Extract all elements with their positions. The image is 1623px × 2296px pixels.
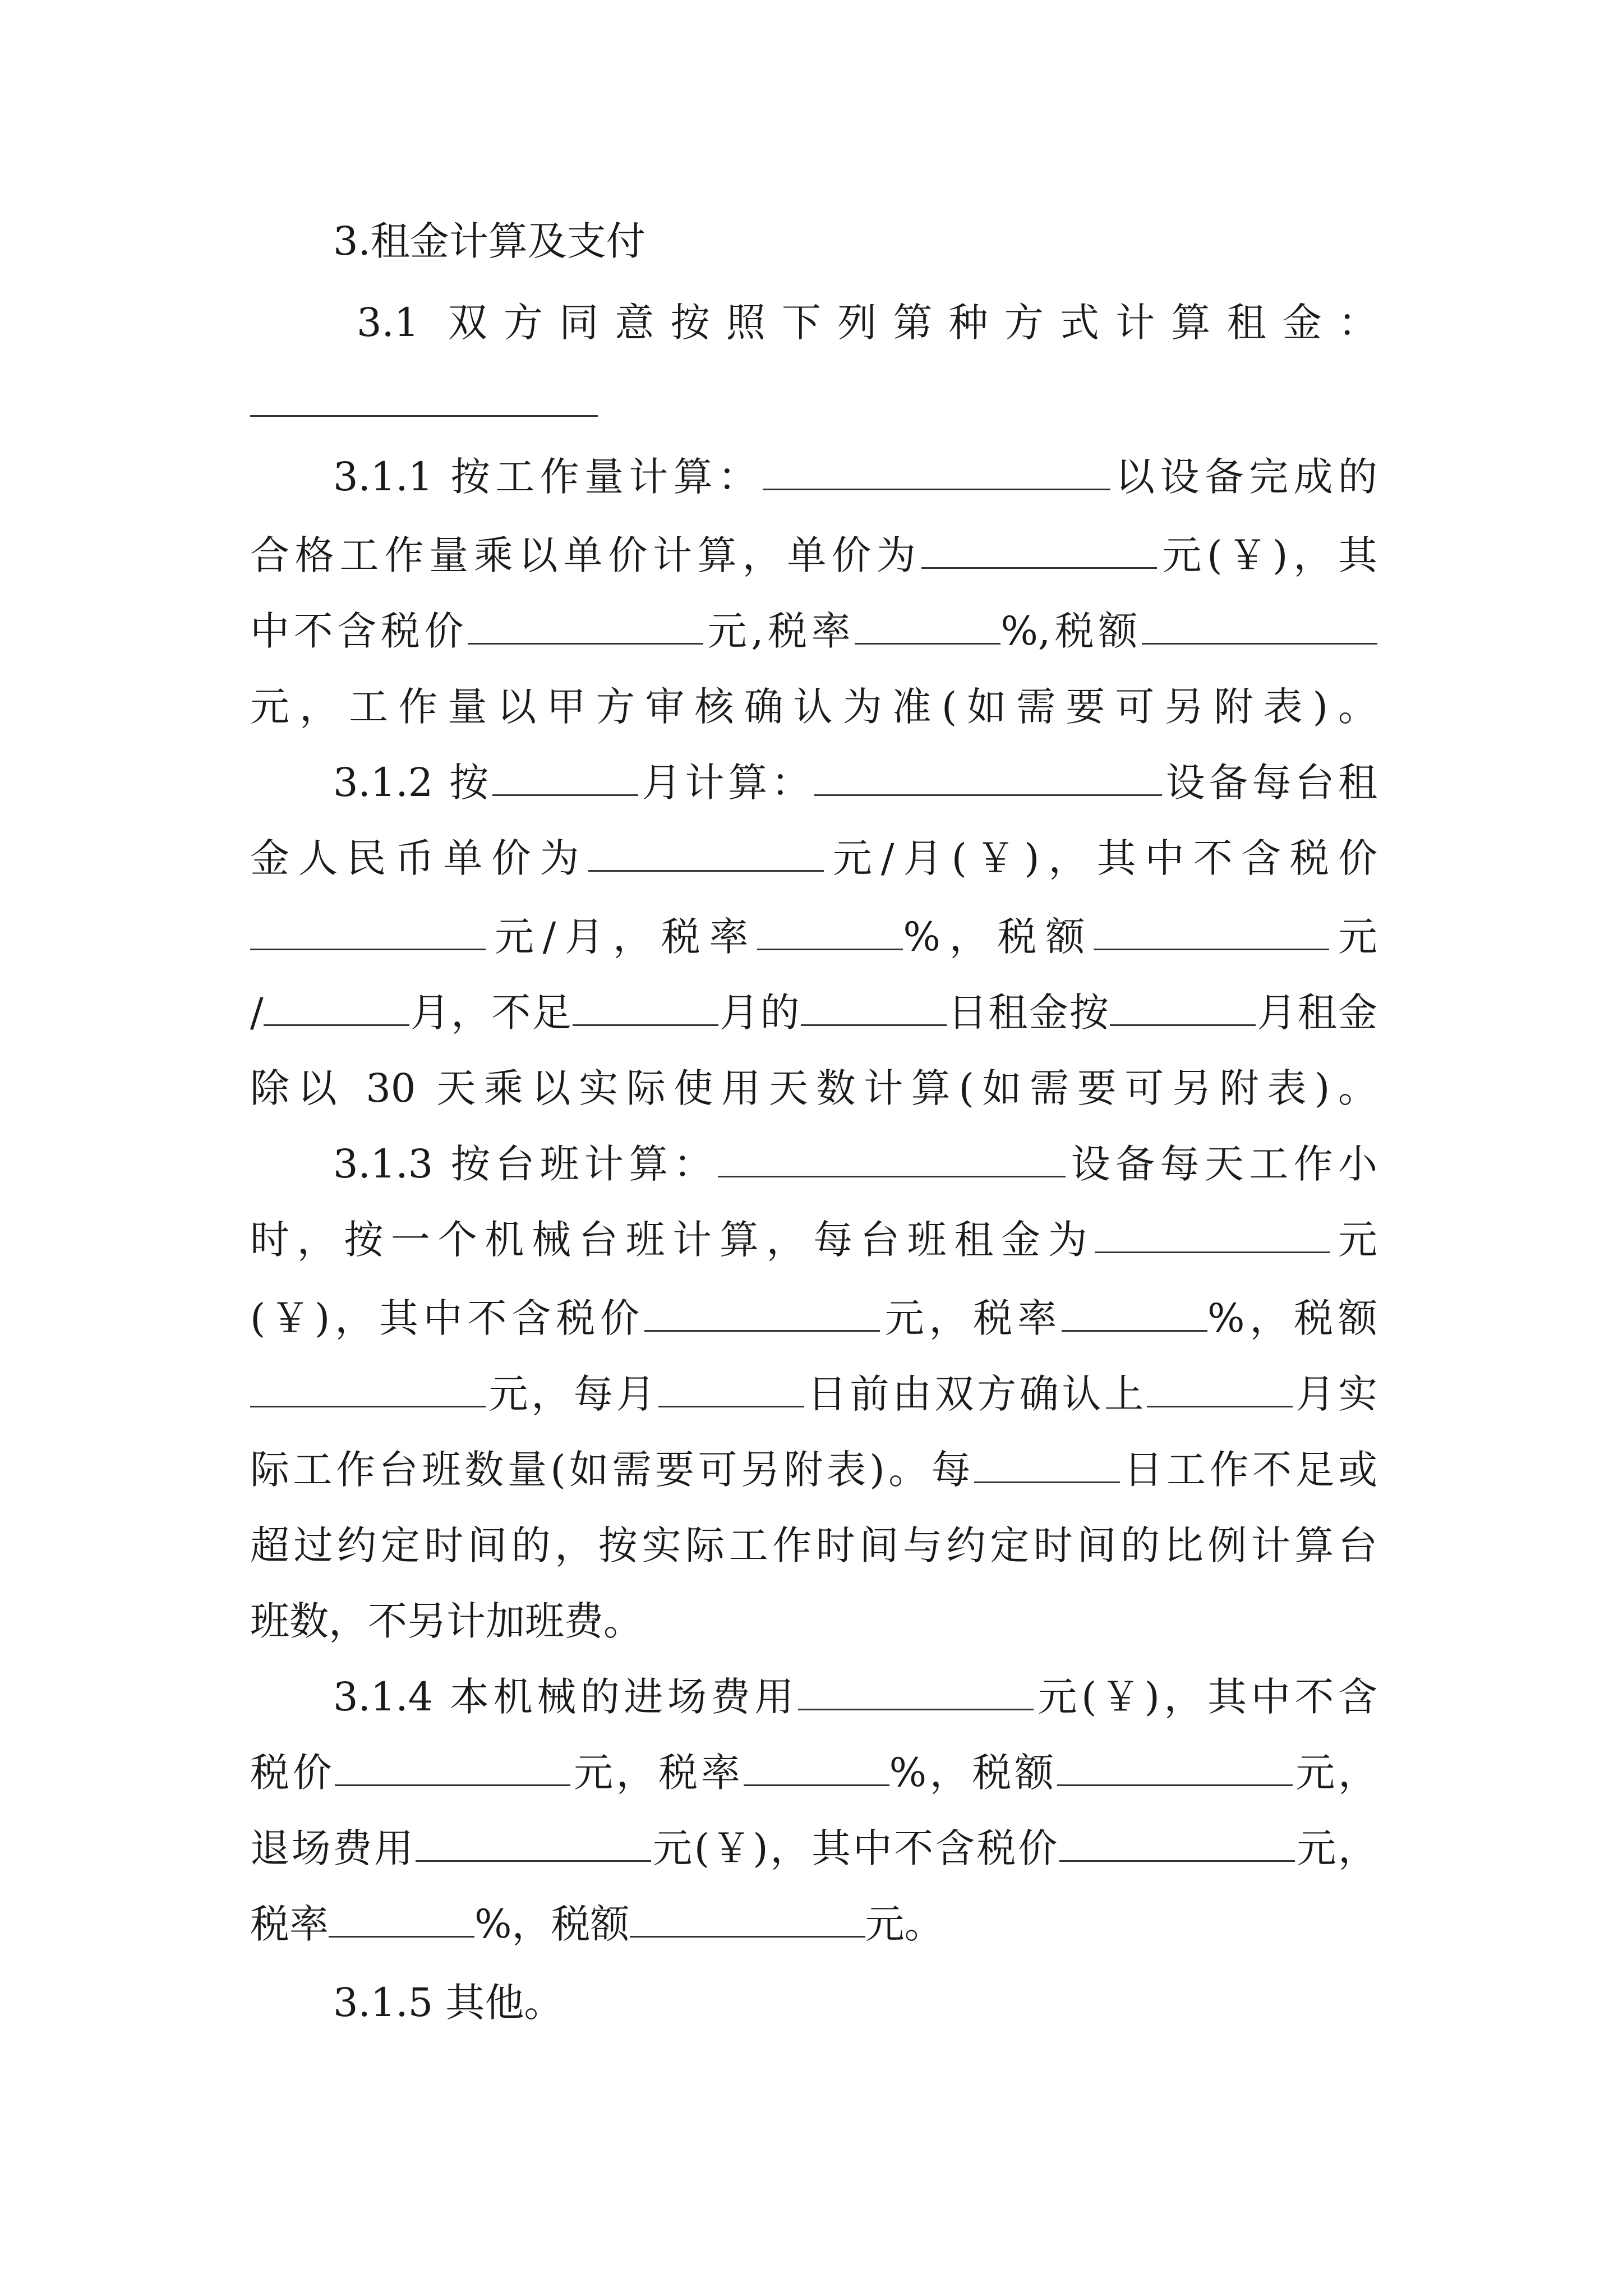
text: (￥)，其中不含税价 xyxy=(250,1295,644,1341)
text: 日工作不足或 xyxy=(1120,1447,1377,1493)
text: %，税额 xyxy=(889,1750,1057,1796)
fill-blank xyxy=(718,1144,1066,1177)
fill-blank xyxy=(264,992,409,1026)
clause-3-1-2-line2 xyxy=(250,819,1377,898)
clause-3-1-2-line5 xyxy=(250,1049,1377,1128)
clause-3-1-5 xyxy=(250,1963,1377,2042)
text: 元/月(￥)，其中不含税价 xyxy=(823,835,1377,881)
text: 合格工作量乘以单价计算，单价为 xyxy=(250,532,921,578)
text: 设备每天工作小 xyxy=(1066,1141,1377,1187)
fill-blank-3-1 xyxy=(250,415,598,417)
fill-blank xyxy=(1110,992,1256,1026)
clause-3-1-3-line3 xyxy=(250,1279,1377,1358)
text: 税价 xyxy=(250,1750,335,1796)
text: 以设备完成的 xyxy=(1110,454,1377,500)
text: 月的 xyxy=(718,990,801,1036)
text: %，税额 xyxy=(1207,1295,1377,1341)
fill-blank xyxy=(744,1752,889,1786)
fill-blank xyxy=(658,1374,804,1407)
fill-blank xyxy=(814,762,1162,796)
clause-3-1-3-line6 xyxy=(250,1506,1377,1585)
text: 元，每月 xyxy=(486,1371,659,1417)
text: 月实 xyxy=(1292,1371,1377,1417)
text: 3.1.1 按工作量计算： xyxy=(333,454,763,500)
text: 退场费用 xyxy=(250,1825,416,1871)
fill-blank xyxy=(855,611,1000,645)
clause-3-1-4-line1 xyxy=(250,1658,1377,1736)
text: 时，按一个机械台班计算，每台班租金为 xyxy=(250,1217,1095,1263)
fill-blank xyxy=(1147,1374,1293,1407)
fill-blank xyxy=(1057,1752,1293,1786)
clause-3-1-3-line5 xyxy=(250,1430,1377,1509)
clause-3-1-4-line2 xyxy=(250,1733,1377,1812)
fill-blank xyxy=(573,992,718,1026)
section-title-text: 3.租金计算及支付 xyxy=(333,218,645,264)
text: 元 xyxy=(1329,914,1377,960)
fill-blank xyxy=(1142,611,1377,645)
text: 元/月，税率 xyxy=(486,914,758,960)
clause-3-1-3-line4 xyxy=(250,1355,1377,1433)
clause-3-1-2-line4 xyxy=(250,973,1377,1052)
text: 除以 30 天乘以实际使用天数计算(如需要可另附表)。 xyxy=(250,1065,1377,1111)
fill-blank xyxy=(1062,1298,1207,1332)
text: 月租金 xyxy=(1256,990,1377,1036)
text: 元，工作量以甲方审核确认为准(如需要可另附表)。 xyxy=(250,684,1377,730)
fill-blank xyxy=(250,1374,486,1407)
text: 际工作台班数量(如需要可另附表)。每 xyxy=(250,1447,975,1493)
text: 元(￥)，其中不含税价 xyxy=(651,1825,1059,1871)
fill-blank xyxy=(974,1450,1120,1483)
clause-3-1-1-line2 xyxy=(250,516,1377,595)
text: 月，不足 xyxy=(409,990,573,1036)
text: 3.1.4 本机械的进场费用 xyxy=(333,1674,798,1720)
text: 元,税率 xyxy=(703,608,855,654)
text: 元(￥)，其中不含 xyxy=(1033,1674,1377,1720)
text: 元， xyxy=(1292,1750,1377,1796)
text: 班数，不另计加班费。 xyxy=(250,1598,643,1644)
fill-blank xyxy=(329,1904,474,1938)
clause-3-1-text: 3.1 双方同意按照下列第种方式计算租金： xyxy=(357,300,1377,346)
fill-blank xyxy=(757,917,903,950)
text: 税率 xyxy=(250,1901,329,1947)
fill-blank xyxy=(1059,1828,1295,1862)
text: 3.1.3 按台班计算： xyxy=(333,1141,718,1187)
text: 元， xyxy=(1294,1825,1377,1871)
clause-3-1-2-line3 xyxy=(250,898,1377,976)
fill-blank xyxy=(1095,1220,1330,1253)
fill-blank xyxy=(763,457,1110,490)
fill-blank xyxy=(921,535,1157,569)
text: 超过约定时间的，按实际工作时间与约定时间的比例计算台 xyxy=(250,1522,1377,1568)
fill-blank xyxy=(416,1828,651,1862)
text: 元 xyxy=(1330,1217,1377,1263)
text: 金人民币单价为 xyxy=(250,835,588,881)
text: 元(￥)，其 xyxy=(1156,532,1377,578)
clause-3-1-1-line3 xyxy=(250,592,1377,670)
text: %，税额 xyxy=(474,1901,630,1947)
fill-blank xyxy=(468,611,703,645)
fill-blank xyxy=(492,762,638,796)
fill-blank xyxy=(1094,917,1329,950)
clause-3-1-1-line4 xyxy=(250,668,1377,746)
fill-blank xyxy=(798,1677,1034,1710)
fill-blank xyxy=(630,1904,865,1938)
text: 设备每台租 xyxy=(1161,760,1377,806)
text: 日租金按 xyxy=(946,990,1110,1036)
text: %,税额 xyxy=(1000,608,1142,654)
fill-blank xyxy=(801,992,947,1026)
text: %，税额 xyxy=(903,914,1094,960)
section-title xyxy=(250,202,1377,280)
text: 3.1.2 按 xyxy=(333,760,492,806)
clause-3-1-2-line1 xyxy=(250,743,1377,822)
text: 日前由双方确认上 xyxy=(804,1371,1147,1417)
text: 元，税率 xyxy=(879,1295,1062,1341)
text: 3.1.5 其他。 xyxy=(333,1980,564,2026)
text: 元。 xyxy=(865,1901,944,1947)
clause-3-1-3-line2 xyxy=(250,1200,1377,1279)
clause-3-1 xyxy=(250,283,1377,362)
text: / xyxy=(250,990,264,1036)
fill-blank xyxy=(644,1298,880,1332)
text: 中不含税价 xyxy=(250,608,468,654)
clause-3-1-3-line7 xyxy=(250,1582,1377,1660)
text: 元，税率 xyxy=(570,1750,744,1796)
text: 月计算： xyxy=(638,760,814,806)
fill-blank xyxy=(588,838,824,872)
clause-3-1-3-line1 xyxy=(250,1125,1377,1203)
clause-3-1-4-line4 xyxy=(250,1885,1377,1963)
fill-blank xyxy=(250,917,486,950)
clause-3-1-4-line3 xyxy=(250,1809,1377,1888)
clause-3-1-1-line1 xyxy=(250,438,1377,516)
fill-blank xyxy=(335,1752,570,1786)
